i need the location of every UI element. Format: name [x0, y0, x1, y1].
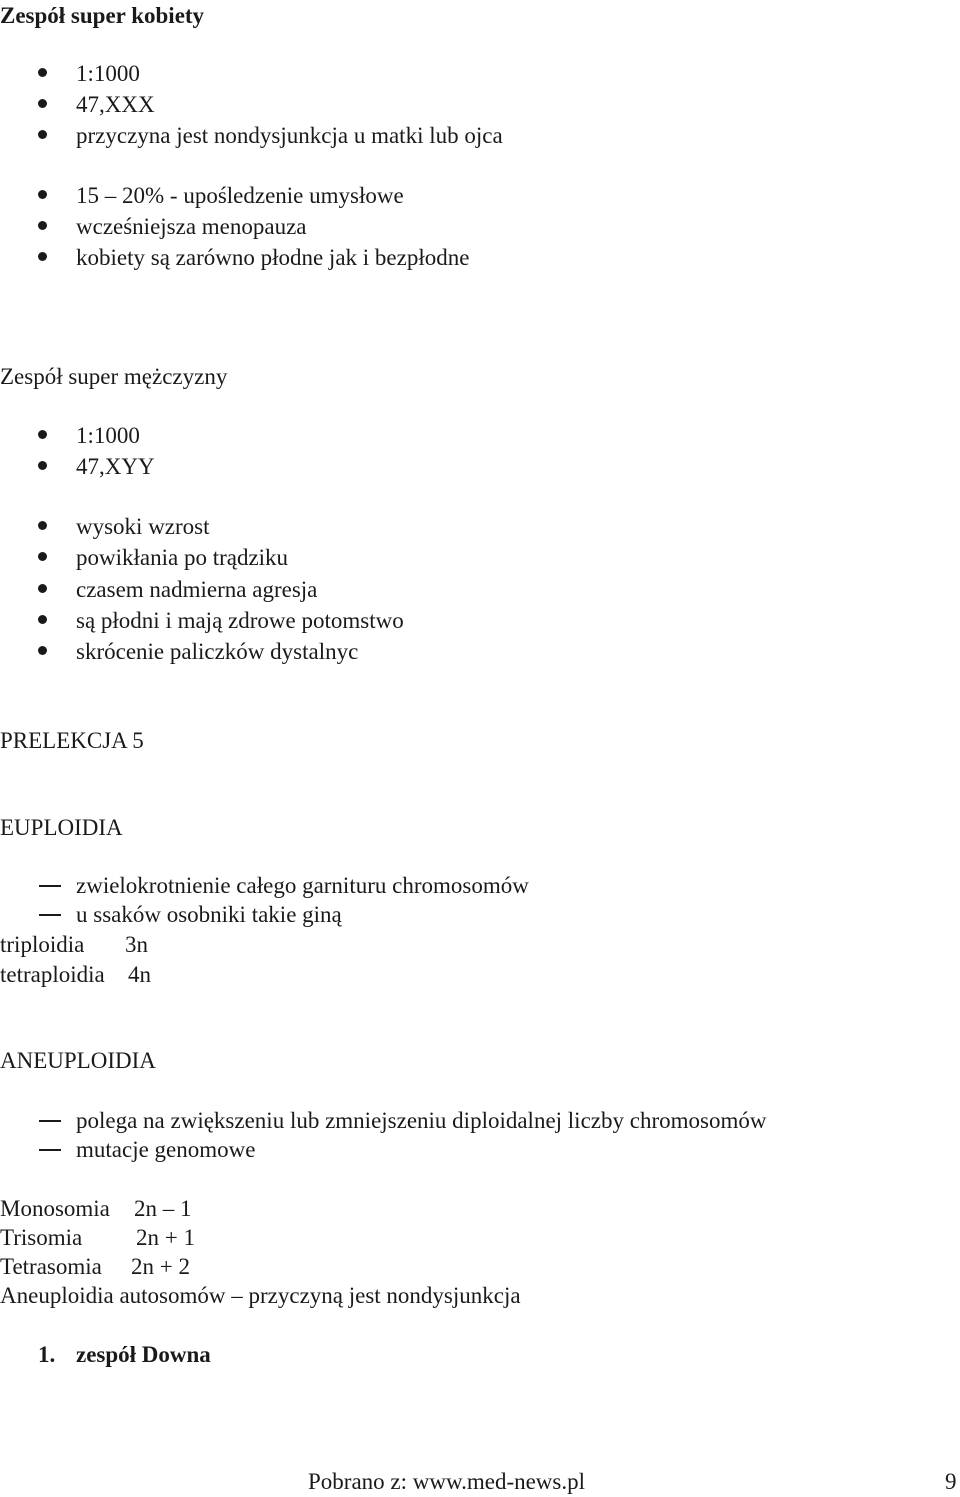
bullet-icon	[38, 190, 47, 199]
ploidy-label: tetraploidia	[0, 962, 105, 987]
bullet-icon	[38, 130, 47, 139]
list-item: zwielokrotnienie całego garnituru chromosomów	[76, 873, 529, 898]
list-item: mutacje genomowe	[76, 1137, 256, 1162]
numbered-item-text: zespół Downa	[76, 1342, 211, 1367]
dash-icon	[39, 914, 61, 916]
list-item: wysoki wzrost	[76, 514, 210, 539]
dash-icon	[39, 1120, 61, 1122]
list-item: u ssaków osobniki takie giną	[76, 902, 342, 927]
bullet-icon	[38, 221, 47, 230]
list-item: powikłania po trądziku	[76, 545, 289, 570]
list-item: 1:1000	[76, 61, 140, 86]
list-item: 1:1000	[76, 423, 140, 448]
list-item: 47,XXX	[76, 92, 155, 117]
page-number: 9	[945, 1469, 957, 1494]
dash-icon	[39, 885, 61, 887]
section-title-euploidia: EUPLOIDIA	[0, 815, 123, 840]
list-item: wcześniejsza menopauza	[76, 214, 307, 239]
aneuploidy-value: 2n + 2	[131, 1254, 190, 1279]
aneuploidy-label: Tetrasomia	[0, 1254, 102, 1279]
list-item: są płodni i mają zdrowe potomstwo	[76, 608, 404, 633]
bullet-icon	[38, 615, 47, 624]
bullet-icon	[38, 646, 47, 655]
aneuploidy-note: Aneuploidia autosomów – przyczyną jest nondysjunkcja	[0, 1283, 521, 1308]
aneuploidy-label: Trisomia	[0, 1225, 83, 1250]
list-item: 15 – 20% - upośledzenie umysłowe	[76, 183, 404, 208]
bullet-icon	[38, 521, 47, 530]
aneuploidy-value: 2n – 1	[134, 1196, 192, 1221]
list-item: przyczyna jest nondysjunkcja u matki lub ojca	[76, 123, 503, 148]
list-item: polega na zwiększeniu lub zmniejszeniu diploidalnej liczby chromosomów	[76, 1108, 767, 1133]
list-item: 47,XYY	[76, 454, 155, 479]
bullet-icon	[38, 99, 47, 108]
section-title-aneuploidia: ANEUPLOIDIA	[0, 1048, 156, 1073]
bullet-icon	[38, 68, 47, 77]
dash-icon	[39, 1149, 61, 1151]
lecture-heading: PRELEKCJA 5	[0, 728, 144, 753]
bullet-icon	[38, 461, 47, 470]
footer-source: Pobrano z: www.med-news.pl	[308, 1469, 586, 1494]
bullet-icon	[38, 552, 47, 561]
numbered-item-number: 1.	[38, 1342, 56, 1367]
bullet-icon	[38, 584, 47, 593]
list-item: czasem nadmierna agresja	[76, 577, 318, 602]
ploidy-label: triploidia	[0, 932, 85, 957]
list-item: skrócenie paliczków dystalnyc	[76, 639, 359, 664]
ploidy-value: 3n	[125, 932, 148, 957]
list-item: kobiety są zarówno płodne jak i bezpłodne	[76, 245, 470, 270]
section-title-super-female: Zespół super kobiety	[0, 3, 205, 28]
aneuploidy-label: Monosomia	[0, 1196, 110, 1221]
bullet-icon	[38, 252, 47, 261]
section-title-super-male: Zespół super mężczyzny	[0, 364, 228, 389]
bullet-icon	[38, 430, 47, 439]
ploidy-value: 4n	[128, 962, 151, 987]
aneuploidy-value: 2n + 1	[136, 1225, 195, 1250]
